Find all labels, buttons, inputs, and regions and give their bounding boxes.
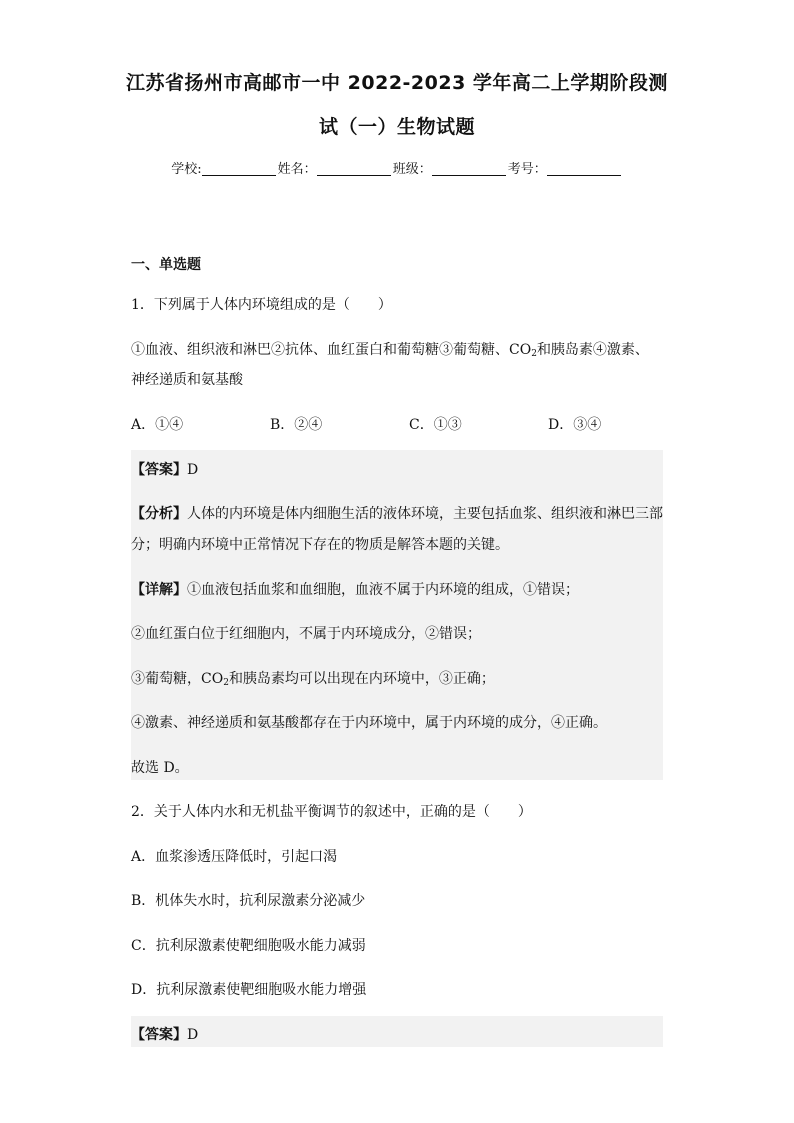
question-1-stem: 1．下列属于人体内环境组成的是（ ） <box>131 297 392 313</box>
answer-tag: 【答案】 <box>131 462 187 478</box>
detail-text: ①血液包括血浆和血细胞，血液不属于内环境的组成，①错误； <box>187 582 579 598</box>
analysis-text: 人体的内环境是体内细胞生活的液体环境，主要包括血浆、组织液和淋巴三部 <box>187 506 663 522</box>
exam-number-blank[interactable] <box>547 161 621 176</box>
question-1-option-a: A．①④ <box>131 417 184 433</box>
question-1-detail-line-3 <box>131 668 495 688</box>
section-heading: 一、单选题 <box>131 257 201 273</box>
question-1-answer <box>131 459 198 479</box>
document-title-line-2: 试（一）生物试题 <box>318 116 475 138</box>
question-2-option-a: A．血浆渗透压降低时，引起口渴 <box>131 849 338 865</box>
document-title-line-1: 江苏省扬州市高邮市一中 2022-2023 学年高二上学期阶段测 <box>126 72 668 94</box>
detail-3-text-a: ③葡萄糖，CO <box>131 671 224 687</box>
analysis-tag: 【分析】 <box>131 506 187 522</box>
question-1-option-d: D．③④ <box>548 417 602 433</box>
exam-number-label: 考号： <box>507 162 547 177</box>
name-blank[interactable] <box>317 161 391 176</box>
question-2-option-c: C．抗利尿激素使靶细胞吸水能力减弱 <box>131 938 366 954</box>
question-1-detail-line-4: ④激素、神经递质和氨基酸都存在于内环境中，属于内环境的成分，④正确。 <box>131 715 607 731</box>
class-label: 班级： <box>392 162 432 177</box>
detail-tag: 【详解】 <box>131 582 187 598</box>
answer-value: D <box>187 1027 199 1043</box>
question-2-option-b: B．机体失水时，抗利尿激素分泌减少 <box>131 893 366 909</box>
question-1-conclusion: 故选 D。 <box>131 760 189 776</box>
answer-tag: 【答案】 <box>131 1027 187 1043</box>
items-text-a: ①血液、组织液和淋巴②抗体、血红蛋白和葡萄糖③葡萄糖、CO <box>131 342 532 358</box>
class-blank[interactable] <box>432 161 506 176</box>
school-blank[interactable] <box>202 161 276 176</box>
detail-3-subscript: 2 <box>223 678 229 688</box>
answer-value: D <box>187 462 199 478</box>
question-1-items-line-2: 神经递质和氨基酸 <box>131 372 243 388</box>
question-2-solution-box <box>131 1016 663 1047</box>
question-1-analysis-line-2: 分；明确内环境中正常情况下存在的物质是解答本题的关键。 <box>131 537 509 553</box>
question-1-option-c: C．①③ <box>409 417 462 433</box>
question-1-analysis-line-1 <box>131 503 663 523</box>
detail-3-text-b: 和胰岛素均可以出现在内环境中，③正确； <box>228 671 495 687</box>
student-info-row <box>0 158 794 177</box>
school-label: 学校: <box>171 162 202 177</box>
question-1-detail-line-1 <box>131 579 579 599</box>
question-2-answer <box>131 1024 198 1044</box>
items-subscript: 2 <box>531 349 537 359</box>
question-2-stem: 2．关于人体内水和无机盐平衡调节的叙述中，正确的是（ ） <box>131 804 532 820</box>
question-1-detail-line-2: ②血红蛋白位于红细胞内，不属于内环境成分，②错误； <box>131 626 481 642</box>
question-1-items-line-1 <box>131 339 649 359</box>
items-text-b: 和胰岛素④激素、 <box>536 342 649 358</box>
question-2-option-d: D．抗利尿激素使靶细胞吸水能力增强 <box>131 982 367 998</box>
name-label: 姓名： <box>277 162 317 177</box>
question-1-option-b: B．②④ <box>270 417 323 433</box>
